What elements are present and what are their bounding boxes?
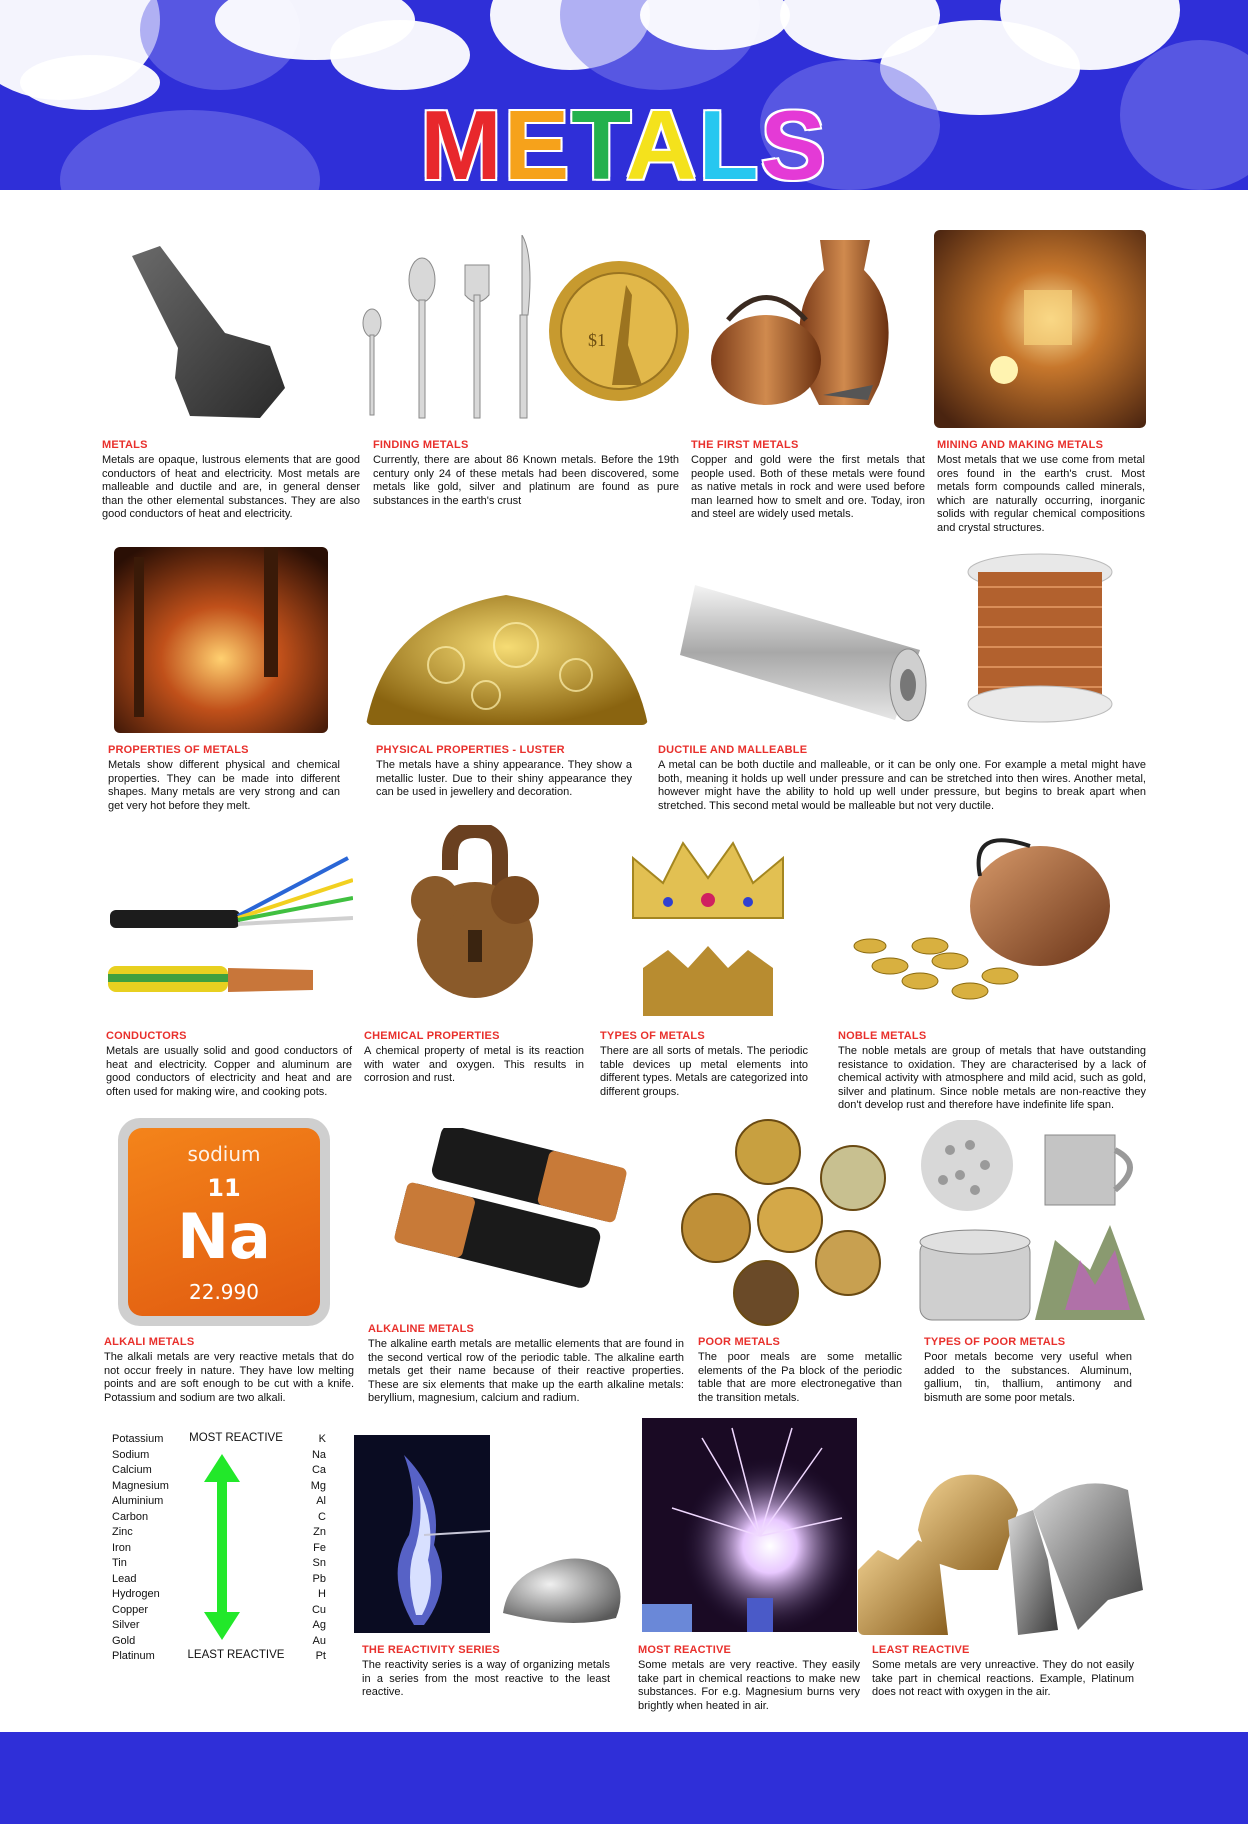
copper-kettle-vase-image [708,235,908,425]
section-least-reactive [872,1644,1134,1700]
section-reactivity-series [362,1644,610,1700]
element-symbol: Au [312,1634,326,1647]
element-name: Potassium [112,1433,164,1445]
sodium-element-tile [118,1118,330,1326]
element-name: Sodium [112,1448,150,1461]
section-heading: METALS [102,439,148,451]
poor-metal-objects-image [915,1120,1147,1328]
section-text: The alkali metals are very reactive metals that do not occur freely in nature. They have low melting points and are soft enough to be cut with a knife. Potassium and sodium are two alkali. [104,1351,354,1404]
section-text: A chemical property of metal is its reaction with water and oxygen. This results in corrosion and rust. [364,1045,584,1085]
title-letter: E [503,90,572,190]
element-name: Lead [112,1572,137,1585]
section-types [600,1030,808,1099]
least-reactive-label: LEAST REACTIVE [187,1649,285,1661]
section-text: Metals show different physical and chemical properties. They can be made into different shapes. Many metals are very strong and can get very hot before they melt. [108,759,340,812]
section-text: The noble metals are group of metals that have outstanding resistance to oxidation. They are characterised by a lack of chemical activity with atmosphere and mild acid, such as gold, silver and platinum. Since noble metals are non-reactive they don't develop rust and therefore have indefinite life span. [838,1045,1146,1112]
crowns-image [628,838,788,1016]
furnace-image [114,547,328,733]
section-heading: CHEMICAL PROPERTIES [364,1030,500,1042]
section-alkaline [368,1323,684,1406]
section-text: The poor meals are some metallic elements of the Pa block of the periodic table that are more electronegative than the transition metals. [698,1351,902,1404]
dollar-coin-image [548,260,690,402]
element-name: Iron [112,1541,131,1554]
section-heading: NOBLE METALS [838,1030,927,1042]
title-letter: L [698,90,761,190]
element-symbol: H [318,1588,326,1600]
electrical-cables-image [108,838,353,1008]
section-heading: DUCTILE AND MALLEABLE [658,744,808,756]
section-heading: PROPERTIES OF METALS [108,744,249,756]
element-symbol: Zn [313,1526,326,1538]
element-name: Silver [112,1619,140,1631]
section-heading: MINING AND MAKING METALS [937,439,1104,451]
section-text: Some metals are very unreactive. They do not easily take part in chemical reactions. Example, Platinum does not react with oxygen in the air. [872,1659,1134,1699]
element-symbol: Na [311,1448,326,1461]
ore-rock-image [120,238,290,423]
section-heading: POOR METALS [698,1336,781,1348]
decorative-circle [330,20,470,90]
most-reactive-label: MOST REACTIVE [189,1432,283,1444]
old-coins-image [678,1118,890,1326]
element-symbol: Mg [310,1479,326,1492]
footer-banner [0,1732,1248,1824]
section-text: Currently, there are about 86 Known metals. Before the 19th century only 24 of these metals had been discovered, some metals like gold, silver and platinum are found as pure substances in the earth's crust [373,454,679,507]
section-text: Copper and gold were the first metals that people used. Both of these metals were found as native metals in rock and were used before man learned how to smelt and ore. Today, iron and steel are widely used metals. [691,454,925,521]
section-heading: TYPES OF METALS [600,1030,705,1042]
element-name: Gold [112,1634,136,1647]
burning-magnesium-image [642,1418,857,1632]
element-symbol: Cu [311,1603,326,1616]
section-ductile [658,744,1146,813]
section-types-poor [924,1336,1132,1405]
reactivity-arrow-icon [202,1454,242,1640]
section-finding-metals [373,439,679,508]
section-heading: ALKALI METALS [104,1336,195,1348]
element-symbol: Fe [313,1541,326,1554]
section-text: The alkaline earth metals are metallic elements that are found in the second vertical row of the periodic table. The alkaline earth metals get their name because of their reactive properties. These are six elements that make up the earth alkaline metals: beryllium, magnesium, calcium and radium. [368,1338,684,1405]
section-poor [698,1336,902,1405]
element-symbol: K [318,1433,326,1445]
element-mass: 22.990 [189,1280,259,1304]
section-luster [376,744,632,800]
gold-jewellery-image [366,575,648,725]
element-symbol: Pt [315,1650,326,1662]
element-symbol: Ag [312,1619,326,1631]
section-text: There are all sorts of metals. The periodic table devices up metal elements into different types. Metals are categorized into different groups. [600,1045,808,1098]
element-symbol: C [318,1510,326,1523]
element-symbol: Al [316,1495,326,1507]
section-heading: THE REACTIVITY SERIES [362,1644,500,1656]
cutlery-image [350,235,545,425]
element-symbol: Pb [312,1572,326,1585]
section-conductors [106,1030,352,1099]
section-text: Metals are opaque, lustrous elements that are good conductors of heat and electricity. Most metals are malleable and ductile and are, in general denser than the other elemental substances. They are also good conductors of heat and electricity. [102,454,360,521]
mine-tunnel-image [934,230,1146,428]
section-heading: PHYSICAL PROPERTIES - LUSTER [376,744,565,756]
title-letter: A [625,90,699,190]
section-heading: THE FIRST METALS [691,439,799,451]
copper-wire-spool-image [960,552,1120,732]
section-text: Some metals are very reactive. They easily take part in chemical reactions to make new substances. For e.g. Magnesium burns very brightly when heated in air. [638,1659,860,1712]
element-name: Aluminium [112,1495,164,1507]
rusty-padlock-image [390,825,560,1005]
section-first-metals [691,439,925,522]
metal-nugget-image [498,1548,628,1630]
element-number: 11 [207,1174,241,1202]
section-mining [937,439,1145,536]
section-noble [838,1030,1146,1113]
section-heading: CONDUCTORS [106,1030,187,1042]
section-properties [108,744,340,813]
section-heading: LEAST REACTIVE [872,1644,970,1656]
element-symbol: Sn [312,1557,326,1569]
batteries-image [385,1128,645,1293]
section-text: Most metals that we use come from metal ores found in the earth's crust. Most metals form compounds called minerals, which are naturally occurring, inorganic solids with regular chemical compositions and crystal structures. [937,454,1145,534]
section-most-reactive [638,1644,860,1713]
element-name: Carbon [112,1510,149,1523]
element-name: Copper [112,1603,149,1616]
element-name: sodium [187,1142,261,1166]
element-name: Hydrogen [112,1588,160,1600]
element-symbol: Na [177,1200,271,1273]
element-symbol: Ca [311,1464,326,1476]
section-alkali [104,1336,354,1405]
element-name: Platinum [112,1650,155,1662]
section-text: Metals are usually solid and good conductors of heat and electricity. Copper and aluminum are good conductors of electricity and heat and are often used for making wire, and cooking pots. [106,1045,352,1098]
title-letter: S [760,90,828,190]
section-metals [102,439,360,522]
coin-text: $1 [588,330,606,350]
title-letter: T [571,90,626,190]
section-text: Poor metals become very useful when added to the substances. Aluminum, gallium, tin, thallium, antimony and bismuth are some poor metals. [924,1351,1132,1404]
section-heading: TYPES OF POOR METALS [924,1336,1066,1348]
element-name: Calcium [112,1464,152,1476]
element-name: Zinc [112,1526,133,1538]
reactivity-flame-image [354,1435,490,1633]
section-text: The reactivity series is a way of organizing metals in a series from the most reactive to the least reactive. [362,1659,610,1699]
section-text: The metals have a shiny appearance. They show a metallic luster. Due to their shiny appearance they can be used in jewellery and decoration. [376,759,632,799]
title-letter: M [420,90,504,190]
section-text: A metal can be both ductile and malleable, or it can be only one. For example a metal might have both, meaning it holds up well under pressure and can be stretched into then wires. Another metal, however might have the ability to hold up well under pressure, but begins to break apart when stretched. This second metal would be malleable but not very ductile. [658,759,1146,812]
copper-pot-coins-image [850,836,1140,1016]
section-heading: FINDING METALS [373,439,469,451]
section-heading: ALKALINE METALS [368,1323,475,1335]
element-name: Magnesium [112,1479,169,1492]
page-title [0,90,1248,190]
element-name: Tin [112,1557,127,1569]
section-heading: MOST REACTIVE [638,1644,732,1656]
header-banner [0,0,1248,190]
bull-bear-statues-image [858,1450,1148,1635]
aluminium-foil-roll-image [680,570,935,722]
section-chemical [364,1030,584,1086]
